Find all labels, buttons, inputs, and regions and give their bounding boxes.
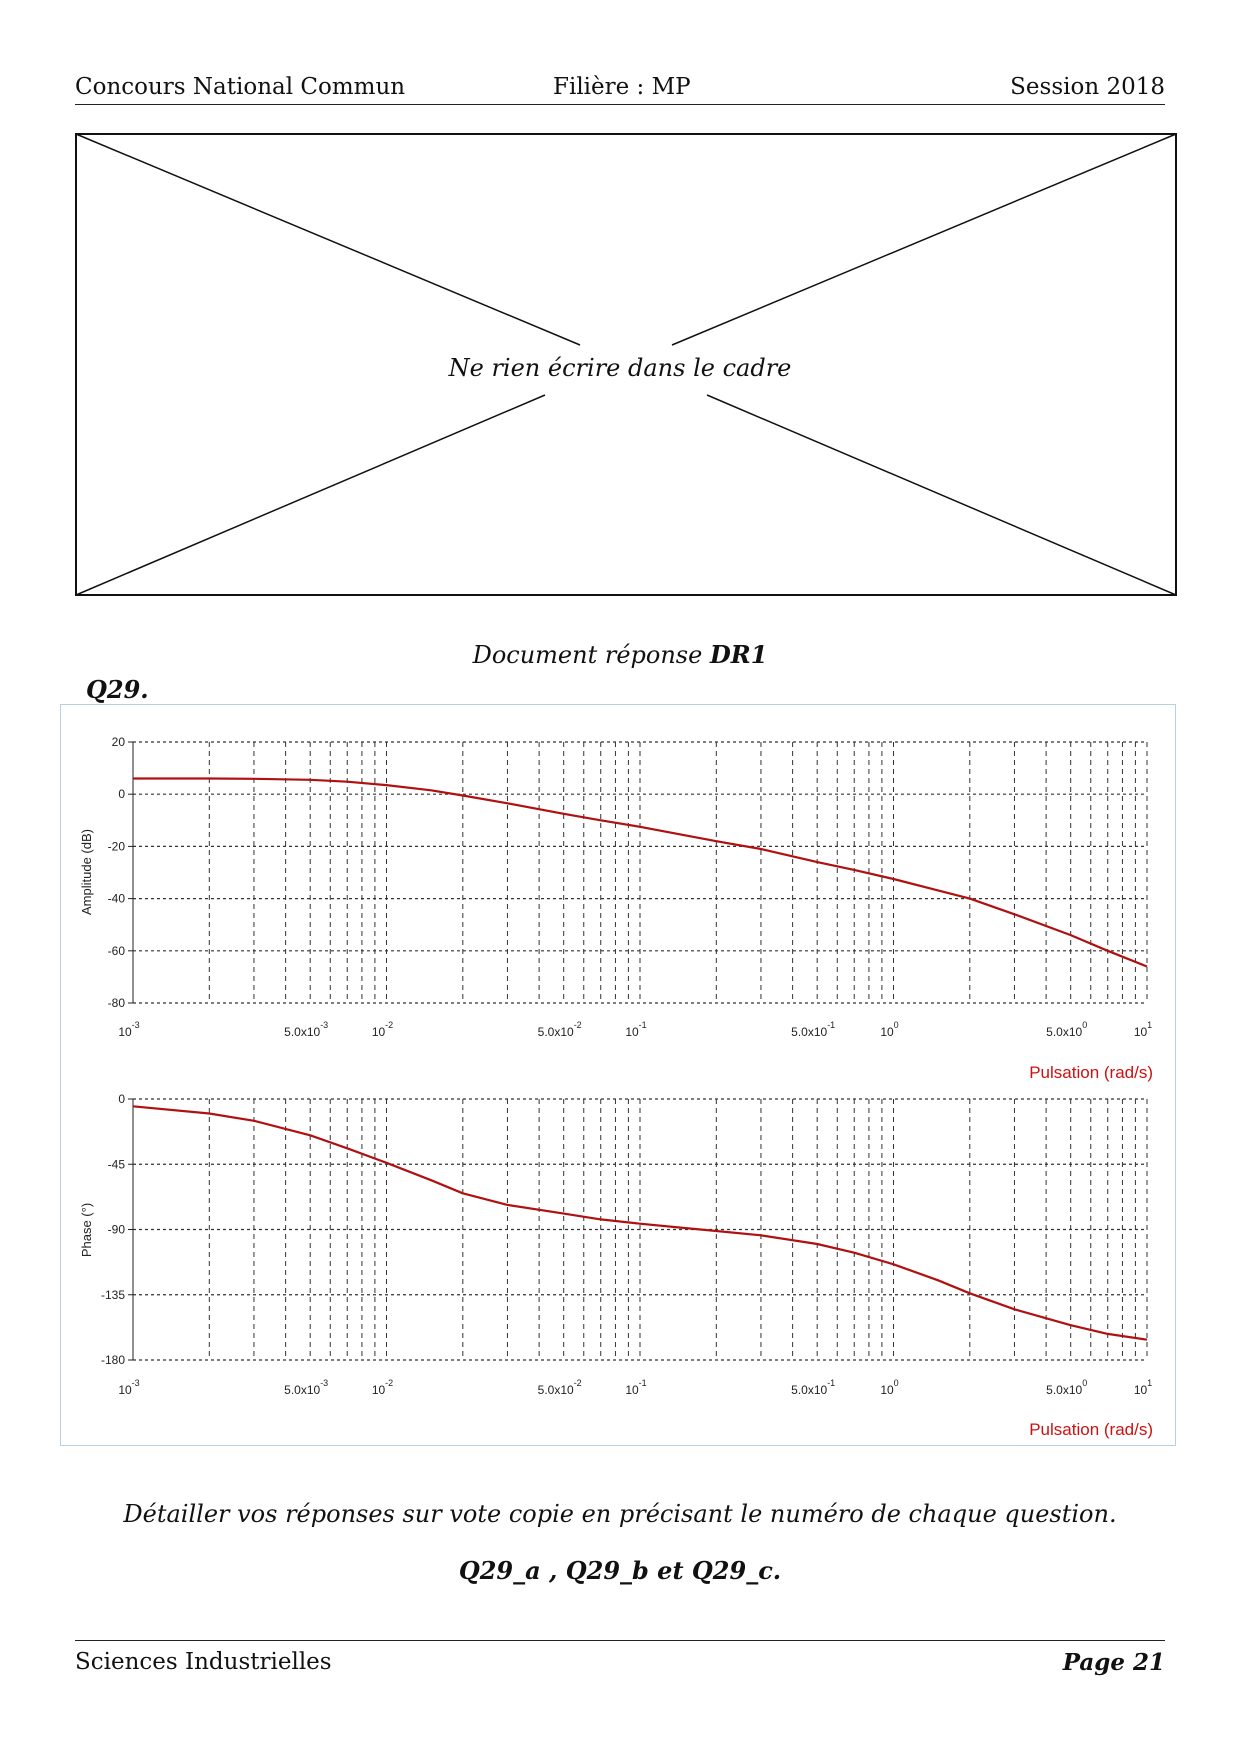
do-not-write-frame — [75, 133, 1177, 596]
caption-prefix: Document réponse — [472, 641, 710, 669]
amplitude-xtick-label: $5.0x10^0$ — [1046, 1020, 1088, 1039]
phase-ytick-label: 0 — [118, 1092, 125, 1106]
bode-plot — [61, 705, 1174, 1444]
phase-curve — [133, 1106, 1147, 1339]
phase-ytick-label: -135 — [100, 1287, 125, 1302]
phase-xlabel: Pulsation (rad/s) — [1029, 1420, 1153, 1439]
footer-subject: Sciences Industrielles — [75, 1649, 332, 1675]
amplitude-xtick-label: $5.0x10^{-1}$ — [791, 1020, 836, 1039]
frame-text: Ne rien écrire dans le cadre — [448, 354, 792, 382]
phase-xtick-label: $10^0$ — [880, 1378, 899, 1397]
phase-xtick-label: $10^1$ — [1133, 1378, 1153, 1397]
amplitude-xtick-label: $10^1$ — [1133, 1020, 1153, 1039]
phase-xtick-label: $5.0x10^{-2}$ — [537, 1378, 582, 1397]
phase-xtick-label: $10^{-3}$ — [118, 1378, 140, 1397]
amplitude-ylabel: Amplitude (dB) — [79, 829, 94, 915]
document-caption — [0, 640, 1240, 669]
page-footer — [75, 1640, 1165, 1681]
amplitude-ytick-label: -40 — [107, 891, 125, 906]
footer-page-number: Page 21 — [1062, 1649, 1165, 1676]
phase-ytick-label: -180 — [100, 1353, 125, 1367]
phase-xtick-label: $10^{-2}$ — [371, 1378, 394, 1397]
amplitude-xtick-label: $5.0x10^{-3}$ — [284, 1020, 329, 1039]
phase-xtick-label: $5.0x10^{-3}$ — [284, 1378, 329, 1397]
header-track: Filière : MP — [553, 74, 691, 100]
amplitude-xtick-label: $10^{-2}$ — [371, 1020, 394, 1039]
question-label: Q29. — [86, 675, 149, 704]
phase-ylabel: Phase (°) — [79, 1202, 94, 1258]
phase-panel — [79, 1092, 1153, 1439]
phase-xtick-label: $5.0x10^0$ — [1046, 1378, 1088, 1397]
amplitude-ytick-label: -80 — [107, 996, 125, 1010]
answer-labels: Q29_a , Q29_b et Q29_c. — [458, 1556, 782, 1585]
amplitude-xtick-label: $5.0x10^{-2}$ — [537, 1020, 582, 1039]
phase-ytick-label: -90 — [107, 1222, 125, 1237]
page-header — [75, 74, 1165, 105]
amplitude-ytick-label: 0 — [118, 787, 125, 802]
caption-doc-id: DR1 — [709, 640, 768, 669]
header-session: Session 2018 — [1010, 74, 1165, 100]
amplitude-xlabel: Pulsation (rad/s) — [1029, 1063, 1153, 1082]
amplitude-xtick-label: $10^{-3}$ — [118, 1020, 140, 1039]
instructions-note: Détailler vos réponses sur vote copie en précisant le numéro de chaque question. — [123, 1500, 1117, 1528]
amplitude-ytick-label: -20 — [107, 839, 125, 854]
phase-ytick-label: -45 — [107, 1157, 125, 1172]
amplitude-xtick-label: $10^{-1}$ — [625, 1020, 647, 1039]
amplitude-panel — [79, 735, 1153, 1082]
bode-plot-box — [60, 704, 1176, 1446]
amplitude-ytick-label: 20 — [111, 735, 125, 749]
header-contest: Concours National Commun — [75, 74, 406, 100]
amplitude-ytick-label: -60 — [107, 943, 125, 958]
phase-xtick-label: $10^{-1}$ — [625, 1378, 647, 1397]
amplitude-xtick-label: $10^0$ — [880, 1020, 899, 1039]
phase-xtick-label: $5.0x10^{-1}$ — [791, 1378, 836, 1397]
